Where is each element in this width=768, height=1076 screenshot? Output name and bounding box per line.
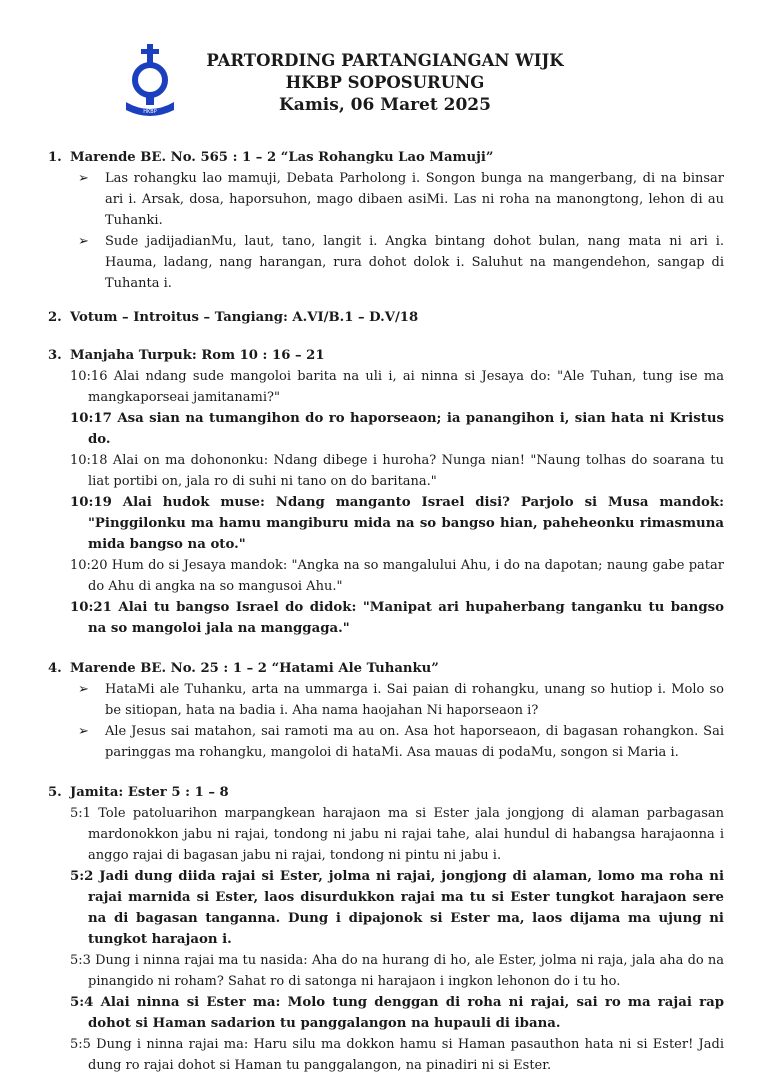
section-number: 2.	[48, 310, 62, 325]
header-date: Kamis, 06 Maret 2025	[279, 95, 491, 115]
bible-verse: 10:17 Asa sian na tumangihon do ro haporseaon; ia panangihon i, sian hata ni Kristus do.	[70, 411, 724, 447]
bible-verse: 5:2 Jadi dung diida rajai si Ester, jolma ni rajai, jongjong di alaman, lomo ma roha ni rajai marnida si Ester, laos disurdukkon rajai ma tu si Ester tungkot harajaon sere na di bagasan tanganna. Dung i dipajonok si Ester ma, laos dijama ma ujung ni tungkot harajaon i.	[70, 869, 724, 947]
document-header	[170, 50, 600, 116]
bible-verse: 10:20 Hum do si Jesaya mandok: "Angka na so mangalului Ahu, i do na dapotan; naung gabe patar do Ahu di angka na so mangusoi Ahu."	[70, 558, 724, 594]
section-5-title	[48, 783, 724, 803]
hymn-verse-text: Ale Jesus sai matahon, sai ramoti ma au on. Asa hot haporseaon, di bagasan rohangkon. Sai paringgas ma rohangku, mangoloi di hataMi. Asa mauas di podaMu, songon si Maria i.	[105, 724, 724, 760]
arrow-bullet-icon: ➢	[78, 682, 89, 697]
section-3-title	[48, 346, 724, 366]
section-number: 5.	[48, 785, 62, 800]
list-item	[48, 168, 724, 231]
hymn-verse-text: HataMi ale Tuhanku, arta na ummarga i. Sai paian di rohangku, unang so hutiop i. Molo so be sitiopan, hata na badia i. Aha nama haojahan Ni haporseaon i?	[105, 682, 724, 718]
list-item	[48, 231, 724, 294]
section-number: 1.	[48, 150, 62, 165]
bible-verse: 5:1 Tole patoluarihon marpangkean harajaon ma si Ester jala jongjong di alaman parbagasan mardonokkon jabu ni rajai, tondong ni jabu ni rajai tahe, alai hundul di habangsa harajaonna i anggo rajai di bagasan jabu ni rajai, tondong ni pintu ni jabu i.	[70, 806, 724, 863]
bible-verse: 5:5 Dung i ninna rajai ma: Haru silu ma dokkon hamu si Haman pasauthon hata ni si Ester! Jadi dung ro rajai dohot si Haman tu panggalangon, na pinadiri ni si Ester.	[70, 1037, 724, 1073]
section-number: 3.	[48, 348, 62, 363]
list-item	[48, 721, 724, 763]
section-title-text: Jamita: Ester 5 : 1 – 8	[70, 785, 229, 800]
arrow-bullet-icon: ➢	[78, 724, 89, 739]
section-title-text: Marende BE. No. 565 : 1 – 2 “Las Rohangku Lao Mamuji”	[70, 150, 494, 165]
bible-verse: 10:16 Alai ndang sude mangoloi barita na uli i, ai ninna si Jesaya do: "Ale Tuhan, tung ise ma mangkaporseai jamitanami?"	[70, 369, 724, 405]
section-2-title	[48, 308, 724, 328]
svg-text:HKBP: HKBP	[143, 109, 157, 115]
section-title-text: Votum – Introitus – Tangiang: A.VI/B.1 – D.V/18	[70, 310, 419, 325]
header-title: PARTORDING PARTANGIANGAN WIJK	[206, 51, 564, 70]
arrow-bullet-icon: ➢	[78, 171, 89, 186]
arrow-bullet-icon: ➢	[78, 234, 89, 249]
section-title-text: Manjaha Turpuk: Rom 10 : 16 – 21	[70, 348, 325, 363]
bible-verse: 10:18 Alai on ma dohononku: Ndang dibege i huroha? Nunga nian! "Naung tolhas do soarana tu liat portibi on, jala ro di suhi ni tano on do baritana."	[70, 453, 724, 489]
section-4-title	[48, 659, 724, 679]
document-body	[48, 148, 724, 1076]
hymn-verse-text: Las rohangku lao mamuji, Debata Parholong i. Songon bunga na mangerbang, di na binsar ari i. Arsak, dosa, haporsuhon, mago dibaen asiMi. Las ni roha na manongtong, lehon di au Tuhanki.	[105, 171, 724, 228]
section-1-title	[48, 148, 724, 168]
list-item	[48, 679, 724, 721]
section-number: 4.	[48, 661, 62, 676]
bible-verse: 10:19 Alai hudok muse: Ndang manganto Israel disi? Parjolo si Musa mandok: "Pinggilonku ma hamu mangiburu mida na so bangso hian, paheheonku rimasmuna mida bangso na oto."	[70, 495, 724, 552]
bible-verse: 5:4 Alai ninna si Ester ma: Molo tung denggan di roha ni rajai, sai ro ma rajai rap dohot si Haman sadarion tu panggalangon na hupauli di ibana.	[70, 995, 724, 1031]
section-title-text: Marende BE. No. 25 : 1 – 2 “Hatami Ale Tuhanku”	[70, 661, 439, 676]
bible-verse: 5:3 Dung i ninna rajai ma tu nasida: Aha do na hurang di ho, ale Ester, jolma ni raja, jala aha do na pinangido ni roham? Sahat ro di satonga ni harajaon i ingkon lehonon do i tu ho.	[70, 953, 724, 989]
bible-verse: 10:21 Alai tu bangso Israel do didok: "Manipat ari hupaherbang tanganku tu bangso na so mangoloi jala na manggaga."	[70, 600, 724, 636]
header-church: HKBP SOPOSURUNG	[285, 73, 485, 92]
hymn-verse-text: Sude jadijadianMu, laut, tano, langit i. Angka bintang dohot bulan, nang mata ni ari i. Hauma, ladang, nang harangan, rura dohot dolok i. Saluhut na mangendehon, sangap di Tuhanta i.	[105, 234, 724, 291]
